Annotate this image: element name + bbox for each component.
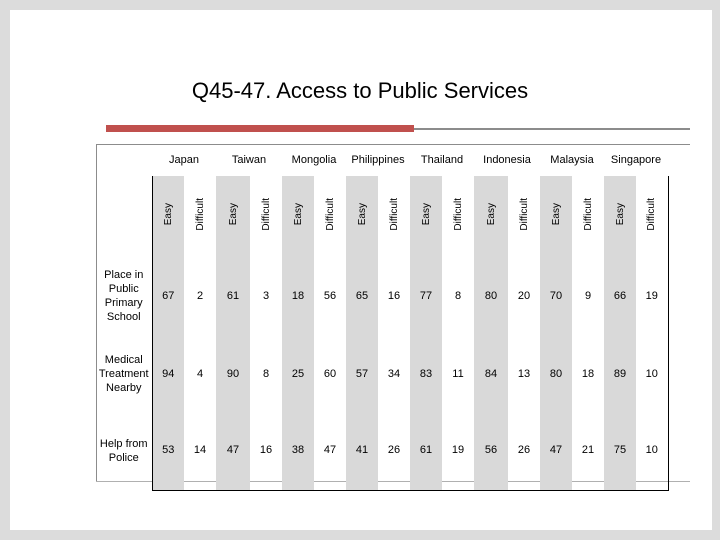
easy-value: 18	[282, 256, 314, 336]
difficult-value: 3	[262, 290, 270, 302]
difficult-value: 8	[454, 290, 462, 302]
difficult-header: Difficult	[194, 198, 206, 231]
difficult-value: 19	[442, 411, 474, 490]
corner-cell	[96, 144, 152, 176]
difficult-value: 10	[636, 411, 668, 490]
page-title: Q45-47. Access to Public Services	[191, 78, 529, 103]
difficult-value: 9	[584, 290, 592, 302]
difficult-value: 8	[262, 367, 270, 380]
easy-value: 41	[346, 411, 378, 490]
easy-value: 25	[282, 336, 314, 411]
table-row	[96, 256, 668, 336]
difficult-value: 21	[572, 411, 604, 490]
easy-value: 65	[346, 256, 378, 336]
difficult-value: 10	[636, 336, 668, 411]
easy-header: Easy	[604, 176, 636, 256]
easy-value: 66	[604, 256, 636, 336]
easy-value: 80	[474, 256, 508, 336]
easy-value: 80	[540, 336, 572, 411]
easy-header: Easy	[152, 176, 184, 256]
easy-value: 89	[604, 336, 636, 411]
easy-value: 61	[216, 256, 250, 336]
country-header: Taiwan	[231, 154, 267, 166]
difficult-value: 14	[184, 411, 216, 490]
easy-value: 61	[410, 411, 442, 490]
country-header: Indonesia	[483, 154, 531, 166]
easy-header: Easy	[216, 176, 250, 256]
country-header: Mongolia	[291, 154, 337, 166]
difficult-value: 60	[323, 367, 337, 380]
easy-header: Easy	[282, 176, 314, 256]
row-label: Medical Treatment Nearby	[98, 353, 149, 394]
difficult-value: 18	[581, 367, 595, 380]
easy-header: Easy	[540, 176, 572, 256]
country-header: Thailand	[420, 154, 464, 166]
difficult-header: Difficult	[636, 176, 668, 256]
title-underline	[414, 128, 690, 130]
table-row	[96, 336, 668, 411]
easy-value: 90	[216, 336, 250, 411]
easy-header: Easy	[474, 176, 508, 256]
difficult-header: Difficult	[324, 198, 336, 231]
easy-value: 57	[346, 336, 378, 411]
difficult-value: 34	[387, 367, 401, 380]
country-header: Malaysia	[550, 154, 594, 166]
difficult-value: 19	[636, 256, 668, 336]
corner-cell	[96, 176, 152, 256]
difficulty-header-row	[96, 176, 668, 256]
easy-value: 53	[152, 411, 184, 490]
difficult-value: 20	[517, 290, 531, 302]
easy-value: 70	[540, 256, 572, 336]
difficult-value: 26	[378, 411, 410, 490]
difficult-value: 11	[452, 367, 464, 380]
difficult-header: Difficult	[388, 198, 400, 231]
country-header: Japan	[169, 154, 199, 166]
easy-value: 47	[216, 411, 250, 490]
difficult-header: Difficult	[260, 198, 272, 231]
access-table	[96, 144, 669, 491]
easy-value: 94	[152, 336, 184, 411]
easy-value: 77	[410, 256, 442, 336]
easy-value: 56	[474, 411, 508, 490]
title-accent-bar	[106, 125, 414, 132]
difficult-value: 13	[517, 367, 531, 380]
difficult-value: 26	[508, 411, 540, 490]
difficult-header: Difficult	[518, 198, 530, 231]
table-row	[96, 411, 668, 490]
country-header: Philippines	[351, 154, 405, 166]
country-header: Singapore	[610, 154, 662, 166]
difficult-value: 2	[196, 290, 204, 302]
easy-value: 75	[604, 411, 636, 490]
easy-value: 67	[152, 256, 184, 336]
difficult-value: 16	[250, 411, 282, 490]
easy-value: 47	[540, 411, 572, 490]
easy-value: 38	[282, 411, 314, 490]
easy-header: Easy	[410, 176, 442, 256]
country-header-row	[96, 144, 668, 176]
easy-header: Easy	[346, 176, 378, 256]
difficult-value: 4	[196, 367, 204, 380]
row-label: Place in Public Primary School	[104, 269, 144, 323]
difficult-header: Difficult	[582, 198, 594, 231]
easy-value: 83	[410, 336, 442, 411]
easy-value: 84	[474, 336, 508, 411]
difficult-value: 16	[387, 290, 401, 302]
difficult-header: Difficult	[452, 198, 464, 231]
difficult-value: 56	[323, 290, 337, 302]
row-label: Help from Police	[99, 437, 148, 464]
difficult-value: 47	[314, 411, 346, 490]
